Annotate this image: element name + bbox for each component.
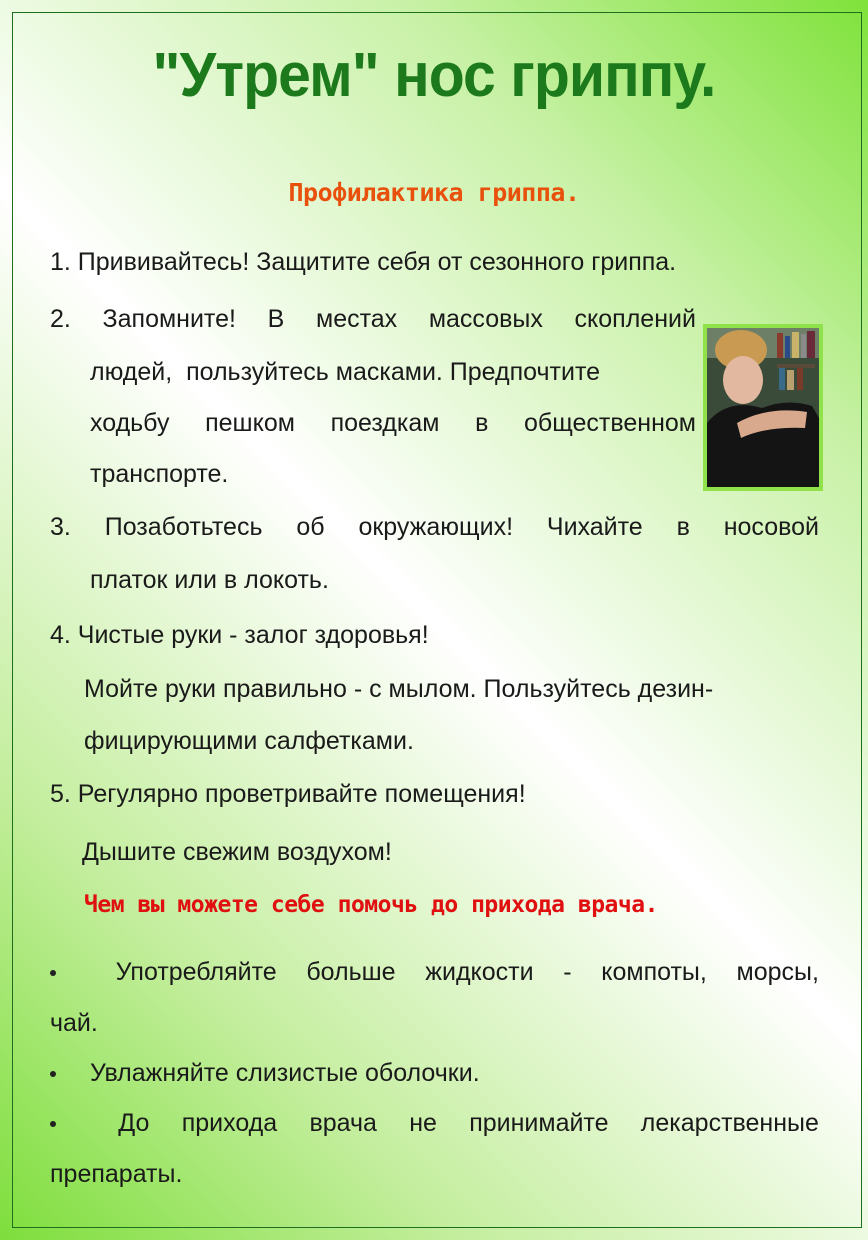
photo-illustration [707,328,819,487]
item-3-line-2: платок или в локоть. [90,566,329,594]
item-2-line-1: 2. Запомните! В местах массовых скоплений [50,305,696,333]
bullet-2: Увлажняйте слизистые оболочки. [50,1059,480,1088]
bullet-3-line-1: До прихода врача не принимайте лекарственные [50,1109,819,1138]
item-5-line-2: Дышите свежим воздухом! [82,838,392,866]
poster-title: "Утрем" нос гриппу. [152,41,716,110]
item-5-line-1: 5. Регулярно проветривайте помещения! [50,780,526,808]
item-1: 1. Прививайтесь! Защитите себя от сезонного гриппа. [50,248,677,276]
bullet-1-line-2: чай. [50,1009,98,1037]
sneezing-woman-photo [703,324,823,491]
bullet-dot-icon [50,1109,86,1138]
section-subtitle: Профилактика гриппа. [288,178,580,207]
item-3-line-1: 3. Позаботьтесь об окружающих! Чихайте в носовой [50,513,819,541]
bullet-dot-icon [50,958,86,987]
bullet-1-line-1: Употребляйте больше жидкости - компоты, морсы, [50,958,819,987]
bullet-3-line-2: препараты. [50,1160,183,1188]
item-2-line-4: транспорте. [90,460,229,488]
item-4-line-2: Мойте руки правильно - с мылом. Пользуйтесь дезин- [84,675,714,703]
item-4-line-1: 4. Чистые руки - залог здоровья! [50,621,429,649]
item-2-line-3: ходьбу пешком поездкам в общественном [90,409,696,437]
item-4-line-3: фицирующими салфетками. [84,727,414,755]
item-2-line-2: людей, пользуйтесь масками. Предпочтите [90,358,601,386]
help-heading: Чем вы можете себе помочь до прихода врача. [84,892,658,918]
bullet-dot-icon [50,1071,56,1077]
